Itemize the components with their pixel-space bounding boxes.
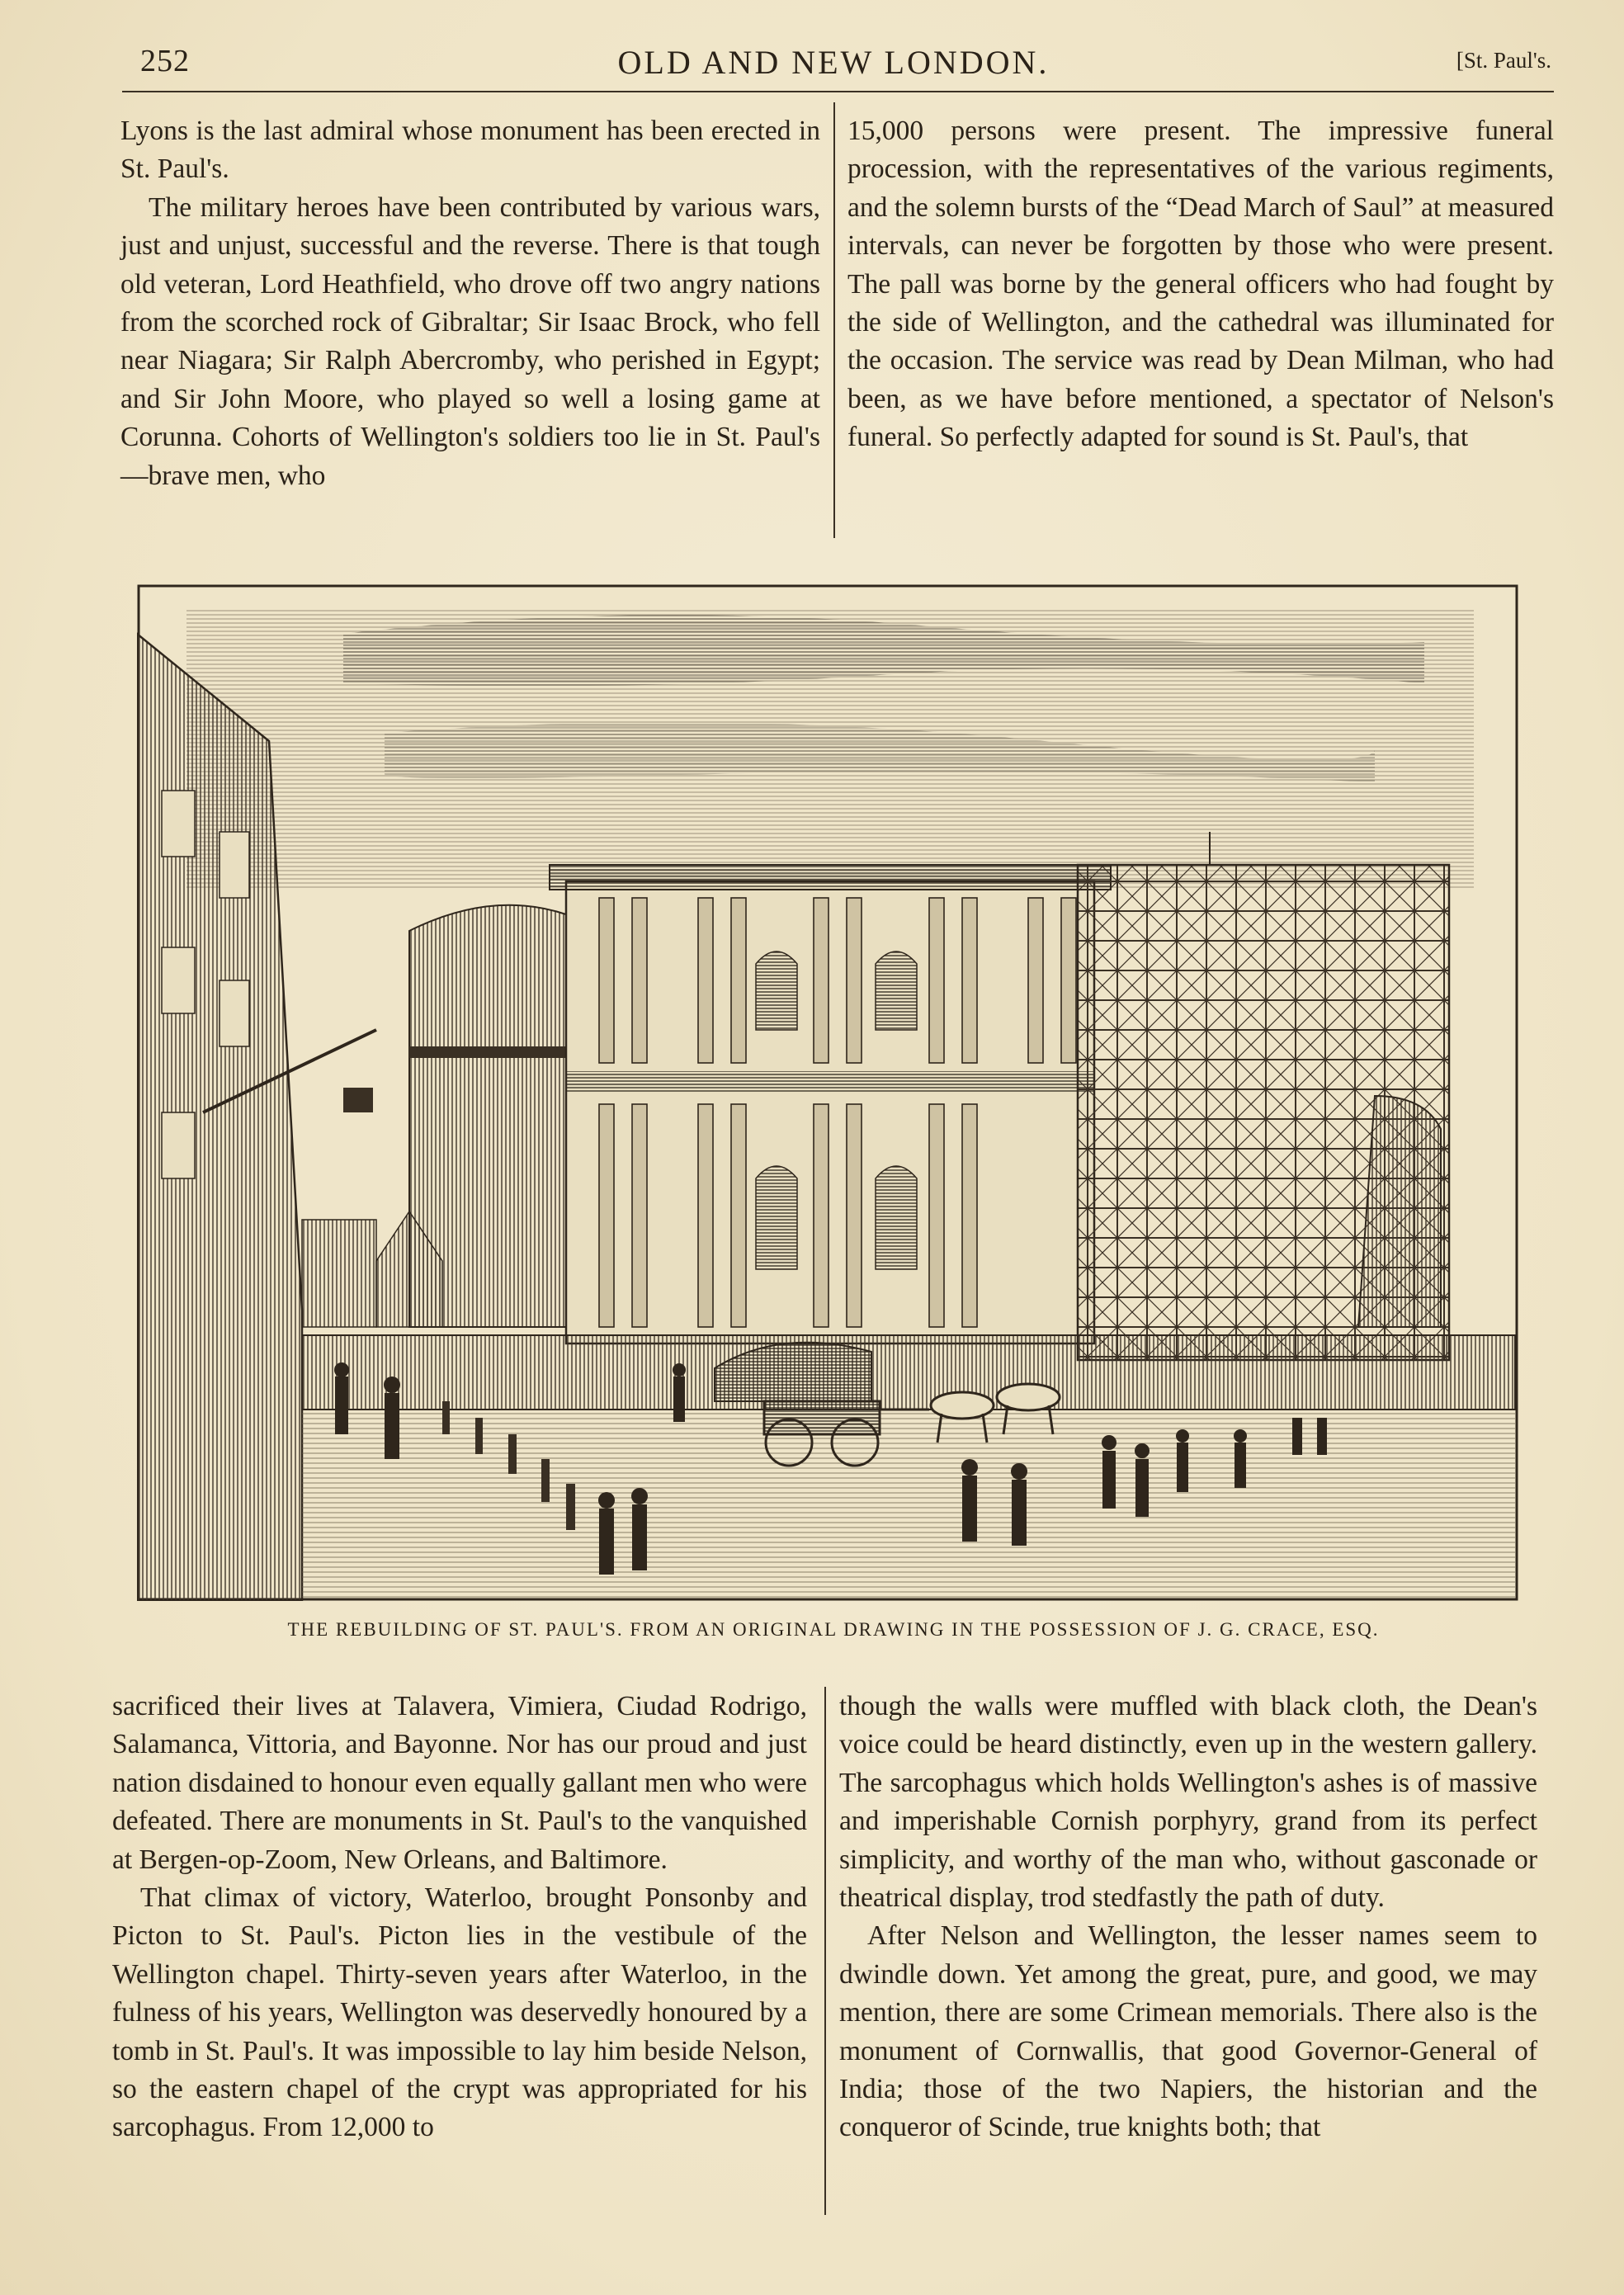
page-number: 252	[140, 44, 190, 78]
bottom-left-column	[112, 1688, 807, 2147]
column-divider	[833, 102, 835, 538]
top-right-column	[847, 112, 1554, 457]
running-title: OLD AND NEW LONDON.	[617, 44, 1050, 81]
column-divider	[824, 1687, 826, 2215]
paragraph: 15,000 persons were present. The impressive funeral procession, with the representatives of the various regiments, and the solemn bursts of the “Dead March of Saul” at measured intervals, can never be forgotten by those who were present. The pall was borne by the general officers who had fought by the side of Wellington, and the cathedral was illuminated for the occasion. The service was read by Dean Milman, who had been, as we have before mentioned, a spectator of Nelson's funeral. So perfectly adapted for sound is St. Paul's, that	[847, 116, 1554, 453]
cathedral-facade	[550, 865, 1111, 1343]
paragraph: The military heroes have been contributed by various wars, just and unjust, successful and the reverse. There is that tough old veteran, Lord Heathfield, who drove off two angry nations from the scorched rock of Gibraltar; Sir Isaac Brock, who fell near Niagara; Sir Ralph Abercromby, who perished in Egypt; and Sir John Moore, who played so well a losing game at Corunna. Cohorts of Wellington's soldiers too lie in St. Paul's—brave men, who	[120, 191, 820, 491]
scaffolding	[1078, 832, 1449, 1360]
paragraph: though the walls were muffled with black cloth, the Dean's voice could be heard distinctly, even up in the western gallery. The sarcophagus which holds Wellington's ashes is of massive and imperishable Cornish porphyry, grand from its perfect simplicity, and worthy of the man who, without gasconade or theatrical display, trod stedfastly the path of duty.	[839, 1691, 1537, 1914]
paragraph: sacrificed their lives at Talavera, Vimiera, Ciudad Rodrigo, Salamanca, Vittoria, and Bayonne. Nor has our proud and just nation disdained to honour even equally gallant men who were defeated. There are monuments in St. Paul's to the vanquished at Bergen-op-Zoom, New Orleans, and Baltimore.	[112, 1691, 807, 1875]
engraving-illustration	[137, 584, 1518, 1601]
paragraph: Lyons is the last admiral whose monument has been erected in St. Paul's.	[120, 116, 820, 185]
section-marker: [St. Paul's.	[1456, 48, 1551, 73]
header-rule	[122, 91, 1554, 92]
top-left-column	[120, 112, 820, 495]
paragraph: After Nelson and Wellington, the lesser names seem to dwindle down. Yet among the great, pure, and good, we may mention, there are some Crimean memorials. There also is the monument of Cornwallis, that good Governor-General of India; those of the two Napiers, the historian and the conqueror of Scinde, true knights both; that	[839, 1920, 1537, 2143]
bottom-right-column	[839, 1688, 1537, 2147]
illustration-caption: THE REBUILDING OF ST. PAUL'S. FROM AN ORIGINAL DRAWING IN THE POSSESSION OF J. G. CRACE, ESQ.	[287, 1619, 1380, 1640]
running-header	[116, 43, 1551, 92]
hoarding-fence	[302, 1335, 1515, 1410]
paragraph: That climax of victory, Waterloo, brought Ponsonby and Picton to St. Paul's. Picton lies in the vestibule of the Wellington chapel. Thirty-seven years after Waterloo, in the fulness of his years, Wellington was deservedly honoured by a tomb in St. Paul's. It was impossible to lay him beside Nelson, so the eastern chapel of the crypt was appropriated for his sarcophagus. From 12,000 to	[112, 1882, 807, 2143]
